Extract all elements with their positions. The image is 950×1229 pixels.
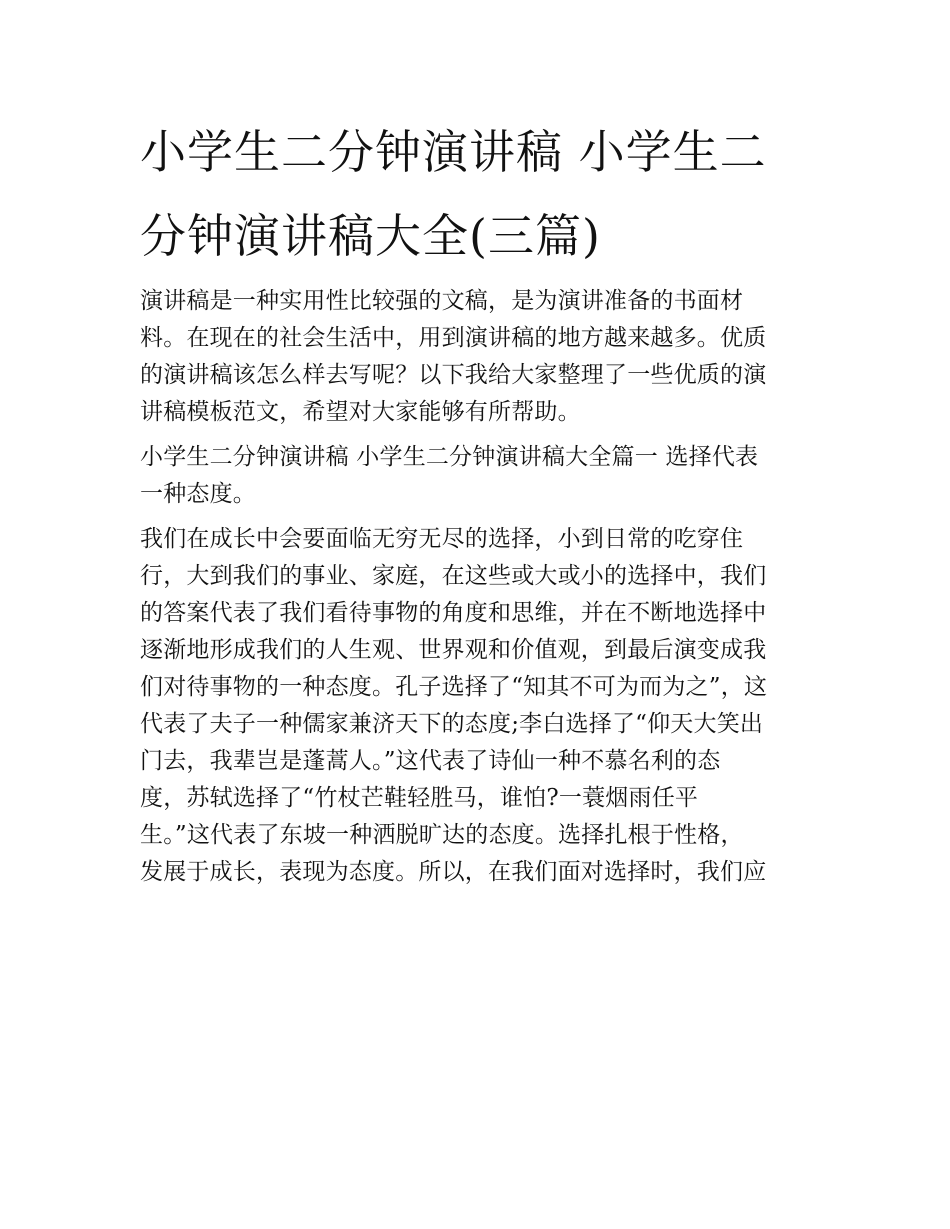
intro-line: 料。在现在的社会生活中，用到演讲稿的地方越来越多。优质 <box>140 325 767 351</box>
body-line: 生。”这代表了东坡一种洒脱旷达的态度。选择扎根于性格， <box>140 822 744 848</box>
title-line: 小学生二分钟演讲稿 小学生二 <box>140 125 767 179</box>
intro-paragraph <box>140 283 812 431</box>
body-paragraph <box>140 521 812 891</box>
body-line: 行，大到我们的事业、家庭，在这些或大或小的选择中，我们 <box>140 563 767 589</box>
body-line: 我们在成长中会要面临无穷无尽的选择，小到日常的吃穿住 <box>140 526 744 552</box>
section-heading <box>140 439 812 513</box>
title-line: 分钟演讲稿大全(三篇) <box>140 209 601 263</box>
section-heading-line: 一种态度。 <box>140 481 256 507</box>
body-line: 度，苏轼选择了“竹杖芒鞋轻胜马，谁怕?一蓑烟雨任平 <box>140 785 699 811</box>
document-title <box>140 110 820 278</box>
section-heading-line: 小学生二分钟演讲稿 小学生二分钟演讲稿大全篇一 选择代表 <box>140 444 759 470</box>
intro-line: 演讲稿是一种实用性比较强的文稿，是为演讲准备的书面材 <box>140 288 744 314</box>
paragraph-gap <box>140 513 812 521</box>
body-line: 逐渐地形成我们的人生观、世界观和价值观，到最后演变成我 <box>140 637 767 663</box>
body-line: 发展于成长，表现为态度。所以，在我们面对选择时，我们应 <box>140 859 767 885</box>
document-body <box>140 283 812 891</box>
body-line: 代表了夫子一种儒家兼济天下的态度;李白选择了“仰天大笑出 <box>140 711 764 737</box>
body-line: 的答案代表了我们看待事物的角度和思维，并在不断地选择中 <box>140 600 767 626</box>
paragraph-gap <box>140 431 812 439</box>
intro-line: 讲稿模板范文，希望对大家能够有所帮助。 <box>140 399 581 425</box>
intro-line: 的演讲稿该怎么样去写呢？以下我给大家整理了一些优质的演 <box>140 362 767 388</box>
body-line: 们对待事物的一种态度。孔子选择了“知其不可为而为之”，这 <box>140 674 768 700</box>
body-line: 门去，我辈岂是蓬蒿人。”这代表了诗仙一种不慕名利的态 <box>140 748 721 774</box>
